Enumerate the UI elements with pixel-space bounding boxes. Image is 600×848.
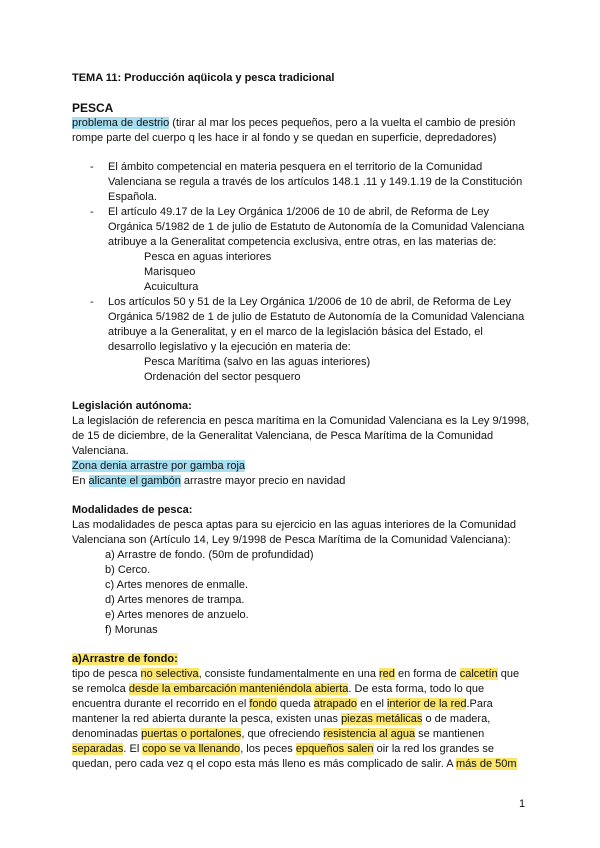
highlight-arrastre-heading: a)Arrastre de fondo: xyxy=(72,653,178,665)
highlighted-text: desde la embarcación manteniéndola abierta xyxy=(128,683,349,695)
modalidad-item: e) Artes menores de anzuelo. xyxy=(105,609,249,621)
arrastre-paragraph xyxy=(72,667,530,772)
paragraph-text: , que ofreciendo xyxy=(241,728,324,740)
sub-list-item: Pesca Marítima (salvo en las aguas interiores) xyxy=(144,356,371,368)
paragraph-text: , los peces xyxy=(240,743,296,755)
page-content xyxy=(72,71,530,772)
note-alicante xyxy=(72,474,530,489)
document-title: TEMA 11: Producción aqüicola y pesca tradicional xyxy=(72,72,335,84)
modalidad-item: c) Artes menores de enmalle. xyxy=(105,579,249,591)
highlight-destrio: problema de destrio xyxy=(72,117,170,129)
modalidades-list xyxy=(72,548,530,638)
highlighted-text: atrapado xyxy=(313,698,358,710)
paragraph-text: , consiste fundamentalmente en una xyxy=(198,668,379,680)
note-denia xyxy=(72,459,530,474)
paragraph-text: queda xyxy=(276,698,314,710)
page-number: 1 xyxy=(519,798,526,810)
highlighted-text: separadas xyxy=(72,743,124,755)
highlighted-text: puertas o portalones xyxy=(141,728,242,740)
paragraph-text: que se remolca xyxy=(72,668,520,695)
sub-list xyxy=(108,250,530,295)
paragraph-text: .Para mantener la red abierta durante la pesca, existen unas xyxy=(72,698,493,725)
section-heading-modalidades: Modalidades de pesca: xyxy=(72,504,193,516)
highlighted-text: piezas metálicas xyxy=(341,713,423,725)
list-item xyxy=(108,160,530,205)
competencias-list xyxy=(72,160,530,385)
modalidades-paragraph: Las modalidades de pesca aptas para su ejercicio en las aguas interiores de la Comunidad Valenciana son (Artículo 14, Ley 9/1998 de Pesca Marítima de la Comunidad Valenciana): xyxy=(72,519,516,546)
modalidad-item: a) Arrastre de fondo. (50m de profundidad) xyxy=(105,549,314,561)
section-heading-legislacion: Legislación autónoma: xyxy=(72,400,192,412)
paragraph-text: . De esta forma, todo lo que encuentra durante el recorrido en el xyxy=(72,683,485,710)
paragraph-text: oir la red los grandes se quedan, pero cada vez q el copo esta más lleno es más complicado de salir. A xyxy=(72,743,494,770)
highlighted-text: no selectiva xyxy=(140,668,199,680)
sub-list-item: Pesca en aguas interiores xyxy=(144,251,272,263)
paragraph-text: se mantienen xyxy=(415,728,485,740)
paragraph-text: en el xyxy=(357,698,387,710)
section-modalidades xyxy=(72,503,530,638)
modalidad-item: d) Artes menores de trampa. xyxy=(105,594,245,606)
highlight-denia: Zona denia arrastre por gamba roja xyxy=(72,460,246,472)
pesca-intro-rest: (tirar al mar los peces pequeños, pero a la vuelta el cambio de presión rompe parte del cuerpo q les hace ir al fondo y se quedan en superficie, depredadores) xyxy=(72,117,516,144)
paragraph-text: en forma de xyxy=(394,668,460,680)
highlighted-text: calcetín xyxy=(459,668,498,680)
highlighted-text: epqueños salen xyxy=(295,743,374,755)
highlighted-text: interior de la red xyxy=(386,698,467,710)
section-heading-arrastre xyxy=(72,652,530,667)
note-text: arrastre mayor precio en navidad xyxy=(180,475,346,487)
highlighted-text: más de 50m xyxy=(456,758,517,770)
highlight-alicante: alicante el gambón xyxy=(88,475,181,487)
list-item-text: El artículo 49.17 de la Ley Orgánica 1/2006 de 10 de abril, de Reforma de Ley Orgánica 5/1982 de 1 de julio de Estatuto de Autonomía de la Comunidad Valenciana atribuye a la Generalitat competencia exclusiva, entre otras, en las materias de: xyxy=(108,206,525,248)
note-text: En xyxy=(72,475,89,487)
sub-list-item: Acuicultura xyxy=(144,281,199,293)
paragraph-text: o de madera, denominadas xyxy=(72,713,491,740)
legislacion-paragraph: La legislación de referencia en pesca marítima en la Comunidad Valenciana es la Ley 9/1998, de 15 de diciembre, de la Generalitat Valenciana, de Pesca Marítima de la Comunidad Valenciana. xyxy=(72,415,530,457)
list-item xyxy=(108,205,530,295)
highlighted-text: fondo xyxy=(249,698,277,710)
pesca-intro xyxy=(72,116,530,146)
highlighted-text: copo se va llenando xyxy=(142,743,241,755)
highlighted-text: red xyxy=(379,668,395,680)
paragraph-text: tipo de pesca xyxy=(72,668,141,680)
section-arrastre xyxy=(72,652,530,772)
list-item-text: El ámbito competencial en materia pesquera en el territorio de la Comunidad Valenciana se regula a través de los artículos 148.1 .11 y 149.1.19 de la Constitución Española. xyxy=(108,161,523,203)
paragraph-text: . El xyxy=(123,743,143,755)
section-heading-pesca: PESCA xyxy=(72,101,114,115)
sub-list-item: Marisqueo xyxy=(144,266,196,278)
sub-list xyxy=(108,355,530,385)
section-legislacion xyxy=(72,399,530,489)
modalidad-item: f) Morunas xyxy=(105,624,158,636)
sub-list-item: Ordenación del sector pesquero xyxy=(144,371,301,383)
modalidad-item: b) Cerco. xyxy=(105,564,151,576)
highlighted-text: resistencia al agua xyxy=(323,728,416,740)
list-item-text: Los artículos 50 y 51 de la Ley Orgánica 1/2006 de 10 de abril, de Reforma de Ley Orgánica 5/1982 de 1 de julio de Estatuto de Autonomía de la Comunidad Valenciana atribuye a la Generalitat, y en el marco de la legislación básica del Estado, el desarrollo legislativo y la ejecución en materia de: xyxy=(108,296,525,353)
list-item xyxy=(108,295,530,385)
